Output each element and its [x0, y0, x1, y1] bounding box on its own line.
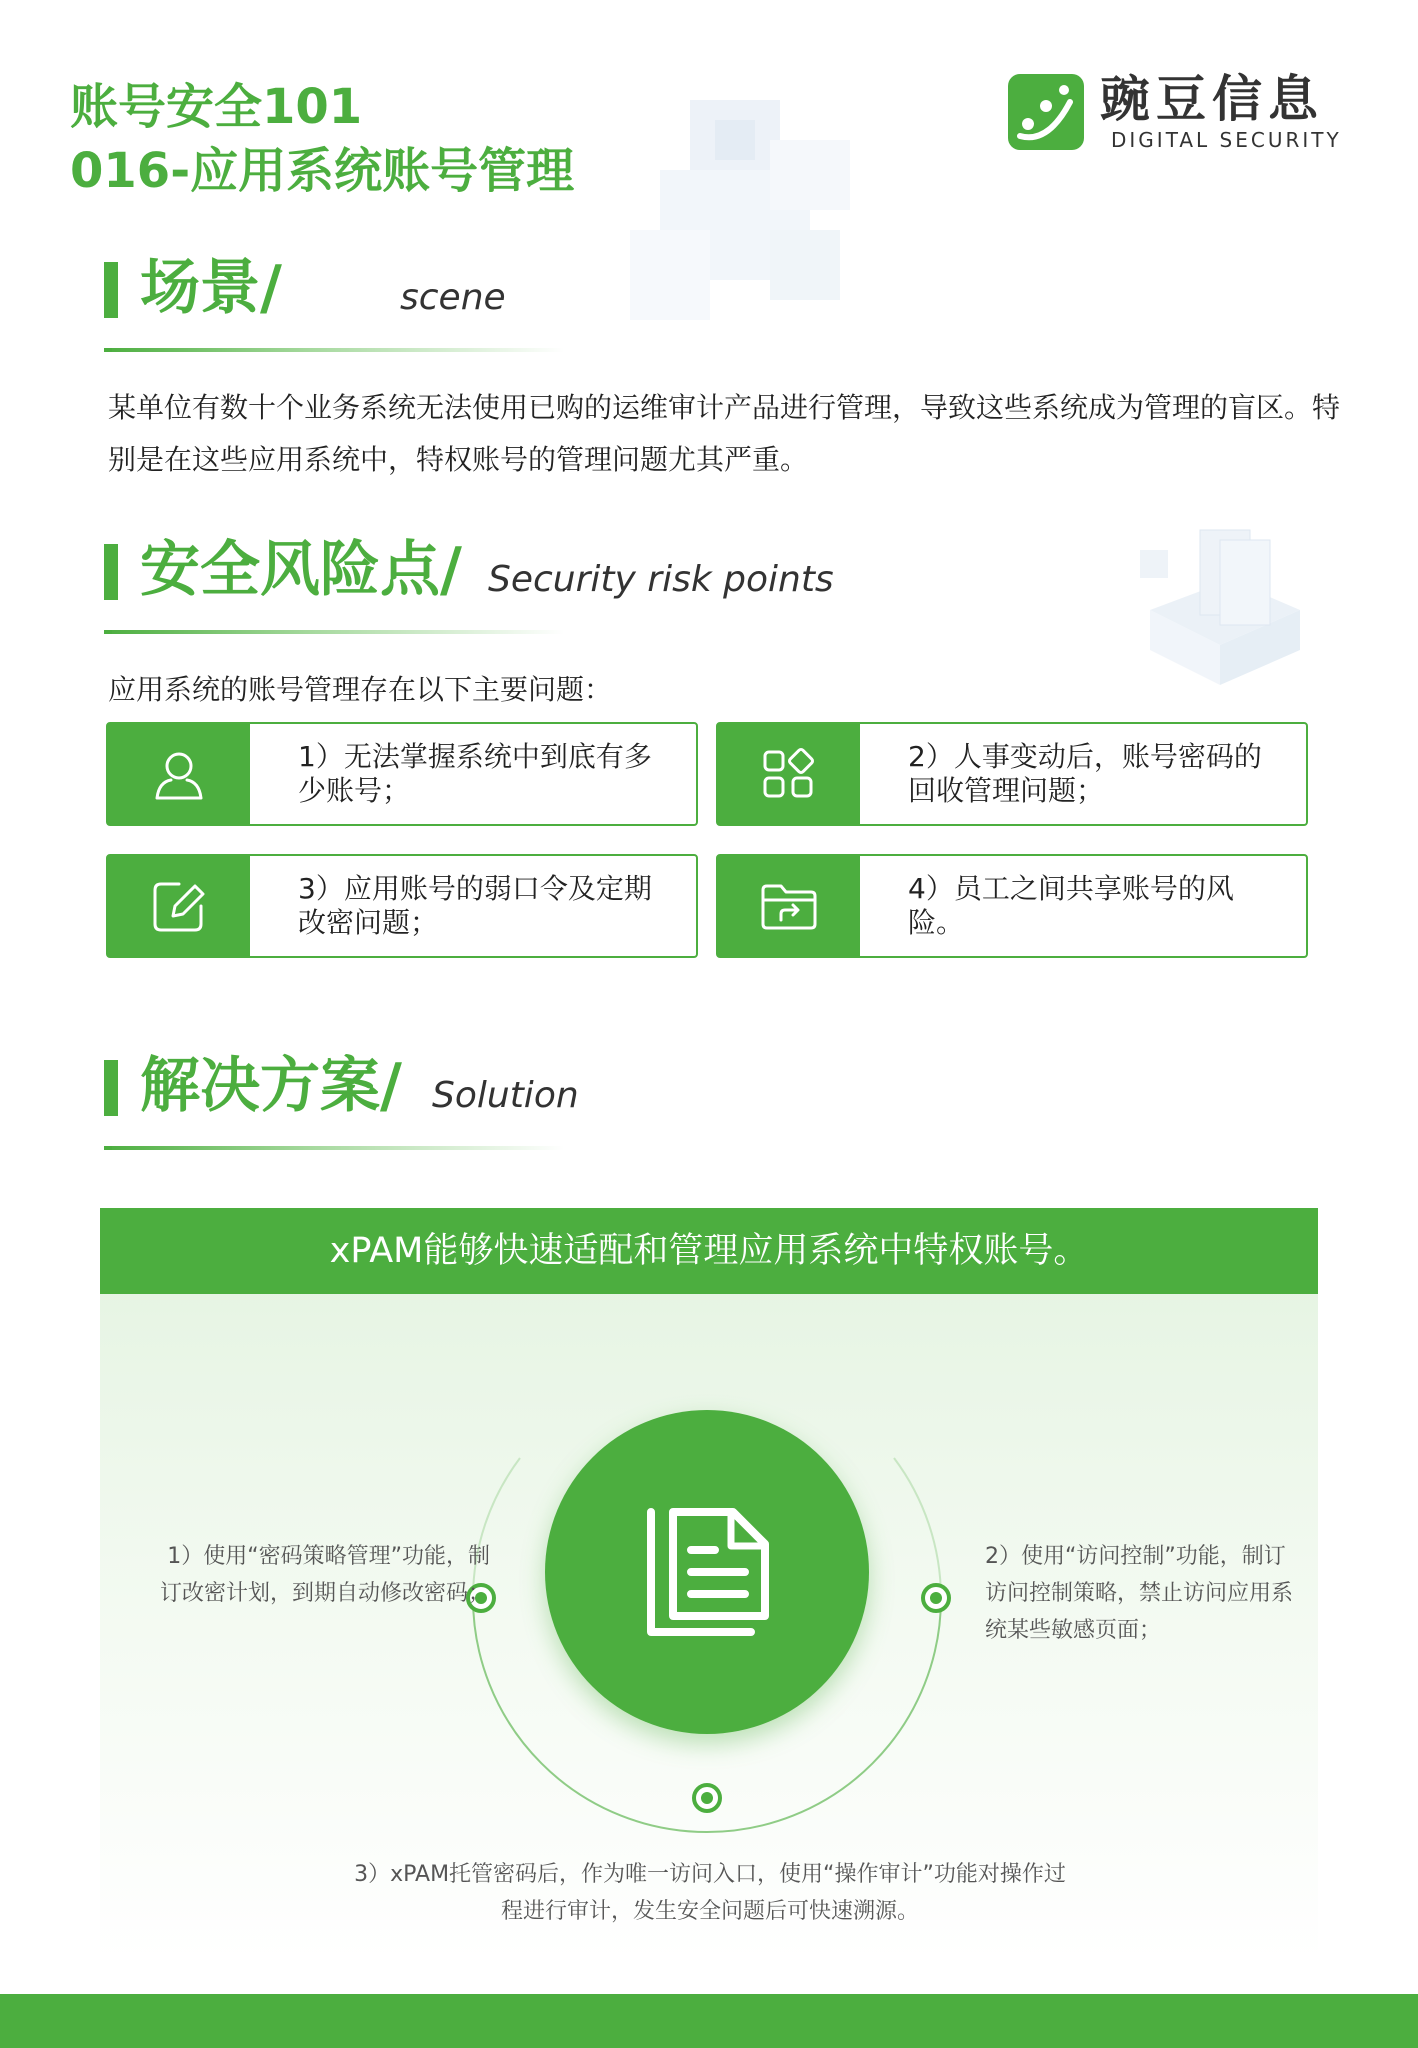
logo-name: 豌豆信息: [1100, 70, 1324, 128]
orbit-node-right: [923, 1585, 949, 1611]
risk-text: 4）员工之间共享账号的风险。: [908, 872, 1234, 939]
risk-card-1: [106, 722, 698, 826]
section-title-cn: 解决方案/: [140, 1051, 402, 1121]
document-title: [70, 75, 574, 203]
orbit-node-bottom: [694, 1785, 720, 1811]
section-marker: [104, 1060, 118, 1116]
scene-paragraph: 某单位有数十个业务系统无法使用已购的运维审计产品进行管理，导致这些系统成为管理的盲区。特别是在这些应用系统中，特权账号的管理问题尤其严重。: [108, 391, 1341, 476]
document-icon: [641, 1506, 773, 1638]
section-title-en: Security risk points: [488, 559, 834, 600]
section-heading-scene: [104, 252, 1004, 332]
risk-text: 3）应用账号的弱口令及定期改密问题；: [298, 872, 652, 939]
risk-card-3: [106, 854, 698, 958]
solution-point-3: 3）xPAM托管密码后，作为唯一访问入口，使用“操作审计”功能对操作过程进行审计，发生安全问题后可快速溯源。: [354, 1862, 1066, 1924]
section-title-en: Solution: [432, 1075, 579, 1116]
solution-point-1: 1）使用“密码策略管理”功能，制订改密计划，到期自动修改密码；: [160, 1544, 491, 1606]
solution-banner: xPAM能够快速适配和管理应用系统中特权账号。: [100, 1208, 1318, 1294]
logo-tagline: DIGITAL SECURITY: [1111, 128, 1342, 152]
risk-card-2: [716, 722, 1308, 826]
company-logo: [1008, 70, 1348, 156]
logo-mark-icon: [1008, 74, 1084, 150]
user-icon: [149, 744, 209, 804]
section-title-cn: 安全风险点/: [140, 535, 462, 605]
title-line-2: 016-应用系统账号管理: [70, 143, 575, 199]
section-heading-solution: [104, 1050, 1004, 1130]
edit-icon: [149, 876, 209, 936]
decorative-documents-graphic: [1130, 520, 1310, 690]
section-divider: [104, 630, 564, 634]
section-divider: [104, 348, 564, 352]
section-title-en: scene: [400, 277, 506, 318]
solution-point-2: 2）使用“访问控制”功能，制订访问控制策略，禁止访问应用系统某些敏感页面；: [985, 1544, 1294, 1643]
section-marker: [104, 544, 118, 600]
folder-share-icon: [759, 876, 819, 936]
section-divider: [104, 1146, 564, 1150]
apps-grid-icon: [759, 744, 819, 804]
footer-bar: [0, 1994, 1418, 2048]
risk-text: 1）无法掌握系统中到底有多少账号；: [298, 740, 652, 807]
section-heading-risks: [104, 534, 1004, 614]
solution-core-circle: [545, 1410, 869, 1734]
solution-panel: [100, 1208, 1318, 1960]
section-marker: [104, 262, 118, 318]
risk-card-4: [716, 854, 1308, 958]
risk-text: 2）人事变动后，账号密码的回收管理问题；: [908, 740, 1262, 807]
risks-intro: 应用系统的账号管理存在以下主要问题：: [108, 673, 613, 706]
title-line-1: 账号安全101: [70, 79, 363, 135]
section-title-cn: 场景/: [140, 253, 282, 323]
